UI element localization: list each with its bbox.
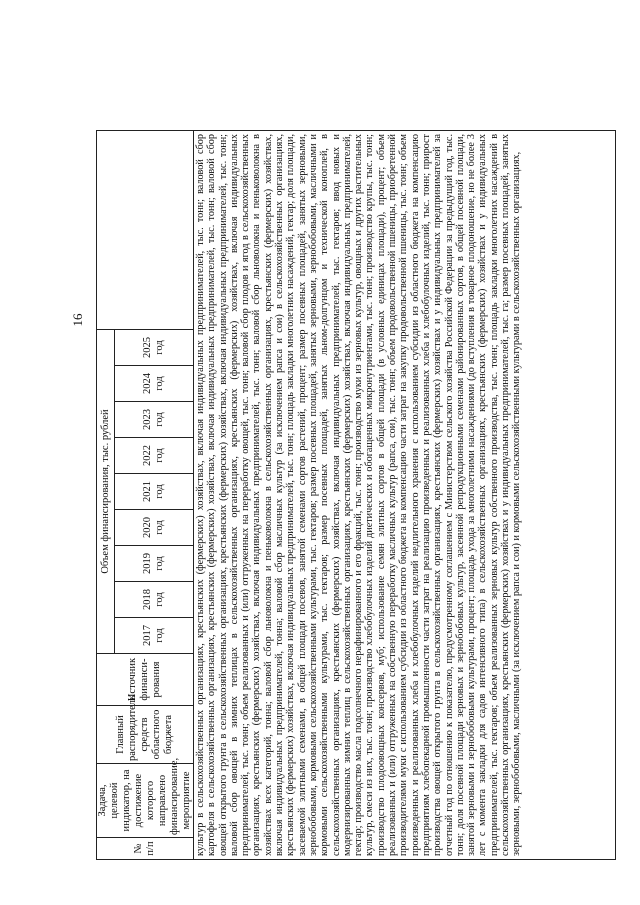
rotated-table-container: [96, 130, 616, 860]
funding-volume-header: Объем финансирования, тыс. рублей: [97, 330, 115, 654]
year-2025-header: 2025 год: [115, 330, 194, 366]
col-source-header: Источник финанси-рования: [97, 654, 194, 706]
year-2018-header: 2018 год: [115, 582, 194, 618]
page-number: 16: [70, 313, 85, 327]
year-2021-header: 2021 год: [115, 474, 194, 510]
header-spacer: [97, 131, 194, 330]
year-2022-header: 2022 год: [115, 438, 194, 474]
year-2020-header: 2020 год: [115, 510, 194, 546]
indicator-text: культур в сельскохозяйственных организациях, крестьянских (фермерских) хозяйствах, включая индивидуальных предпринимателей, тыс. тонн; валовой сбор картофеля в сельскохозяйственных организациях, крестьянских (фермерских) хозяйствах, включая индивидуальных предпринимателей, тыс. тонн; валовой сбор овощей открытого грунта в сельскохозяйственных организациях, крестьянских (фермерских) хозяйствах, включая индивидуальных предпринимателей, тыс. тонн; валовой сбор овощей в зимних теплицах в сельскохозяйственных организациях, крестьянских (фермерских) хозяйствах, включая индивидуальных предпринимателей, тыс. тонн; объем реализованных и (или) отгруженных на переработку овощей, тыс. тонн; валовой сбор плодов и ягод в сельскохозяйственных организациях, крестьянских (фермерских) хозяйствах, включая индивидуальных предпринимателей, тыс. тонн; валовой сбор льноволокна и пеньковолокна в хозяйствах всех категорий, тонна; валовой сбор льноволокна и пеньковолокна в сельскохозяйственных организациях, крестьянских (фермерских) хозяйствах, включая индивидуальных предпринимателей, тонна; валовой сбор масличных культур (за исключением рапса и сои) в сельскохозяйственных организациях, крестьянских (фермерских) хозяйствах, включая индивидуальных предпринимателей, тыс. тонн; площадь закладки многолетних насаждений, гектар; доля площади, засеваемой элитными семенами, в общей площади посевов, занятой семенами сортов растений, процент; размер посевных площадей, занятых зерновыми, зернобобовыми, кормовыми сельскохозяйственными культурами, тыс. гектаров; размер посевных площадей, занятых зерновыми, зернобобовыми, масличными и кормовыми сельскохозяйственными культурами, тыс. гектаров; размер посевных площадей, занятых льном-долгунцом и технической коноплей, в сельскохозяйственных организациях, крестьянских (фермерских) хозяйствах, включая индивидуальных предпринимателей, тыс. гектаров; ввод новых и модернизированных зимних теплиц в сельскохозяйственных организациях, крестьянских (фермерских) хозяйствах, включая индивидуальных предпринимателей, гектар; производство масла подсолнечного нерафинированного и его фракций, тыс. тонн; производство муки из зерновых культур, овощных и других растительных культур, смеси из них, тыс. тонн; производство хлебобулочных изделий диетических и обогащенных микронутриентами, тыс. тонн; производство крупы, тыс. тонн; производство плодоовощных консервов, муб; использование семян элитных сортов в общей площади (в условных единицах площади), процент; объем реализованных и (или) отгруженных на собственную переработку масличных культур (рапса, сои), тыс. тонн; объем продовольственной пшеницы, приобретенной производителями муки с использованием субсидии из областного бюджета на компенсацию части затрат на закупку продовольственной пшеницы, тыс. тонн; объем произведенных и реализованных хлеба и хлебобулочных изделий недлительного хранения с использованием субсидии из областного бюджета на компенсацию предприятиям хлебопекарной промышленности части затрат на реализацию произведенных и реализованных хлеба и хлебобулочных изделий, тыс. тонн; прирост производства овощей открытого грунта в сельскохозяйственных организациях, крестьянских (фермерских) хозяйствах и у индивидуальных предпринимателей за отчетный год по отношению к показателю, предусмотренному соглашением с Министерством сельского хозяйства Российской Федерации за предыдущий год, тыс. тонн; доля посевной площади зерновых и зернобобовых культур, засеянной репродукционными семенами районированных сортов, в общей посевной площади, занятой зерновыми и зернобобовыми культурами, процент; площадь ухода за многолетними насаждениями (до вступления в товарное плодоношение, но не более 3 лет с момента закладки для садов интенсивного типа) в сельскохозяйственных организациях, крестьянских (фермерских) хозяйствах и у индивидуальных предпринимателей, тыс. гектаров; объем реализованных зерновых культур собственного производства, тыс. тонн; площадь закладки многолетних насаждений в сельскохозяйственных организациях, крестьянских (фермерских) хозяйствах и у индивидуальных предпринимателей, тыс. га; размер посевных площадей, занятых зерновыми, зернобобовыми, масличными (за исключением рапса и сои) и кормовыми сельскохозяйственными культурами в сельскохозяйственных организациях,: [194, 131, 616, 860]
year-2019-header: 2019 год: [115, 546, 194, 582]
year-2017-header: 2017 год: [115, 618, 194, 654]
col-number-header: № п/п: [97, 838, 194, 860]
year-2024-header: 2024 год: [115, 366, 194, 402]
col-task-header: Задача, целевой индикатор, на достижение которого направлено финансирование, мероприятие: [97, 764, 194, 838]
col-manager-header: Главный распорядитель средств областного бюджета: [97, 706, 194, 764]
funding-table: [96, 130, 616, 860]
year-2023-header: 2023 год: [115, 402, 194, 438]
